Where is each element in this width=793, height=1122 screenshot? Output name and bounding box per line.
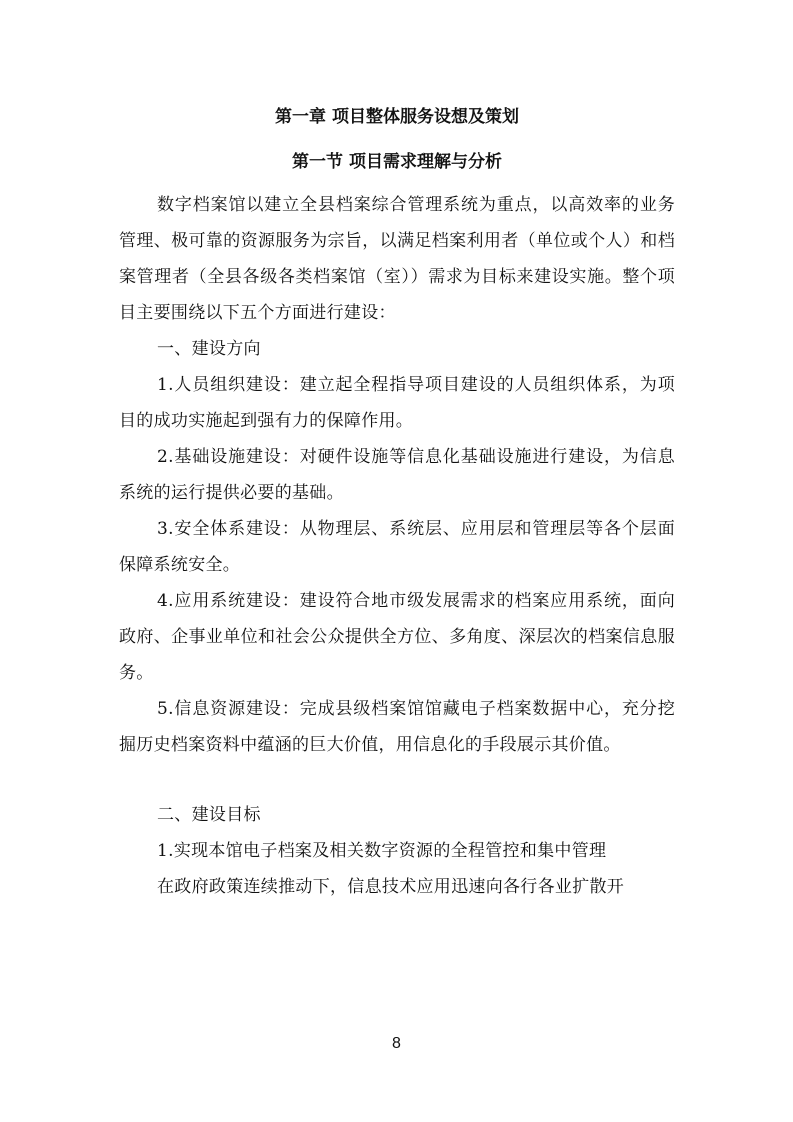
list-item-personnel: 1.人员组织建设：建立起全程指导项目建设的人员组织体系，为项目的成功实施起到强有力的保障作用。 — [119, 375, 675, 431]
chapter-title: 第一章 项目整体服务设想及策划 — [275, 107, 519, 127]
closing-paragraph: 在政府政策连续推动下，信息技术应用迅速向各行各业扩散开 — [157, 877, 625, 897]
page-content — [119, 104, 675, 905]
section-title: 第一节 项目需求理解与分析 — [292, 152, 502, 172]
part2-heading: 二、建设目标 — [157, 805, 261, 825]
paragraph-gap — [119, 763, 675, 797]
subheading-full-control: 1.实现本馆电子档案及相关数字资源的全程管控和集中管理 — [157, 841, 607, 861]
page-number: 8 — [392, 1035, 401, 1052]
intro-paragraph: 数字档案馆以建立全县档案综合管理系统为重点，以高效率的业务管理、极可靠的资源服务为宗旨，以满足档案利用者（单位或个人）和档案管理者（全县各级各类档案馆（室））需求为目标来建设实施。整个项目主要围绕以下五个方面进行建设： — [119, 195, 675, 323]
list-item-application: 4.应用系统建设：建设符合地市级发展需求的档案应用系统，面向政府、企事业单位和社会公众提供全方位、多角度、深层次的档案信息服务。 — [119, 591, 675, 683]
list-item-infrastructure: 2.基础设施建设：对硬件设施等信息化基础设施进行建设，为信息系统的运行提供必要的基础。 — [119, 447, 675, 503]
list-item-resources: 5.信息资源建设：完成县级档案馆馆藏电子档案数据中心，充分挖掘历史档案资料中蕴涵的巨大价值，用信息化的手段展示其价值。 — [119, 699, 675, 755]
part1-heading: 一、建设方向 — [157, 339, 261, 359]
list-item-security: 3.安全体系建设：从物理层、系统层、应用层和管理层等各个层面保障系统安全。 — [119, 519, 675, 575]
